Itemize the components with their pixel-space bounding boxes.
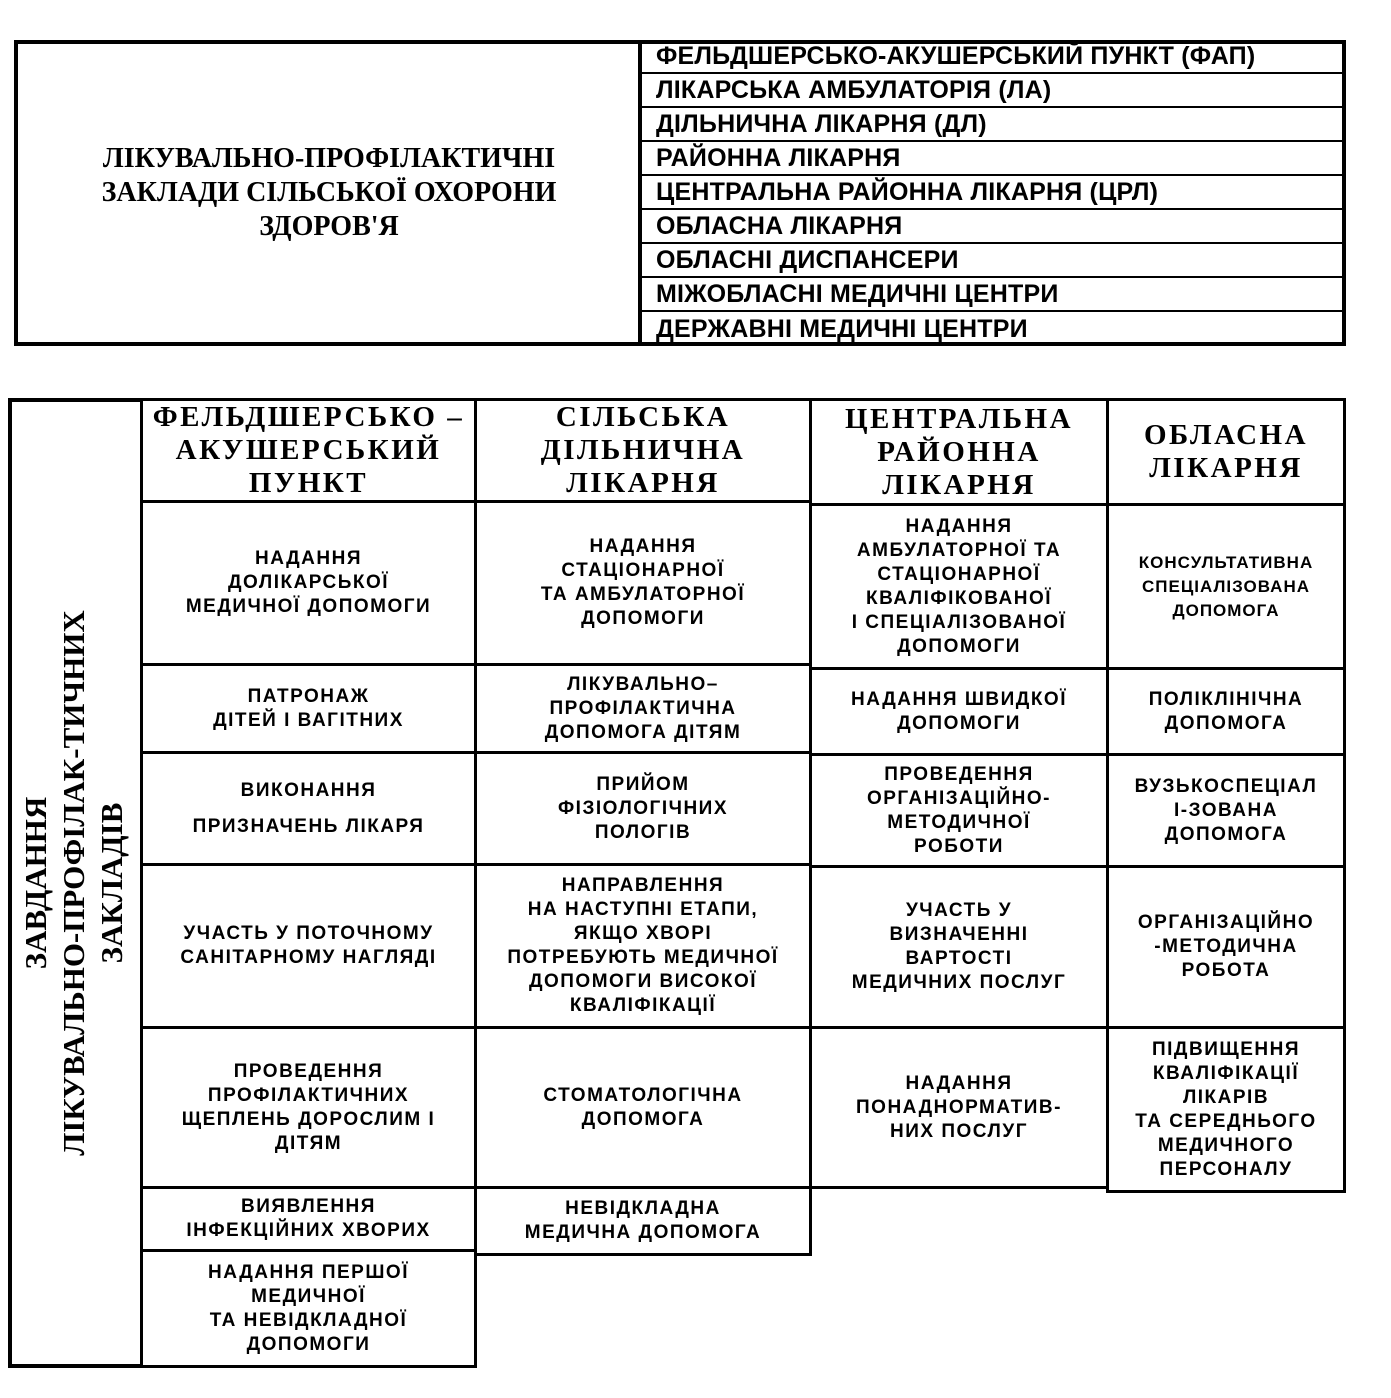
task-line: ПОНАДНОРМАТИВ- [856, 1096, 1062, 1118]
task-line: КВАЛІФІКАЦІЇ [1152, 1062, 1300, 1084]
task-cell [474, 1186, 812, 1256]
task-line: ДІТЯМ [274, 1132, 343, 1154]
task-line: ЛІКУВАЛЬНО– [567, 673, 719, 695]
task-line: ЩЕПЛЕНЬ ДОРОСЛИМ І [181, 1108, 436, 1130]
facility-item: МІЖОБЛАСНІ МЕДИЧНІ ЦЕНТРИ [642, 278, 1346, 312]
task-line: АМБУЛАТОРНОЇ ТА [856, 539, 1062, 561]
task-line: КВАЛІФІКАЦІЇ [569, 995, 717, 1016]
facility-item: ФЕЛЬДШЕРСЬКО-АКУШЕРСЬКИЙ ПУНКТ (ФАП) [642, 40, 1346, 74]
column-header-rural-hospital [474, 398, 812, 503]
column-header-fap [140, 398, 477, 503]
task-line: ДОПОМОГИ [581, 608, 705, 629]
side-label-line: ЛІКУВАЛЬНО-ПРОФІЛАК-ТИЧНИХ [56, 610, 91, 1156]
task-line: ТА НЕВІДКЛАДНОЇ [209, 1309, 408, 1331]
task-line: ПРОВЕДЕННЯ [233, 1060, 384, 1082]
task-cell [1106, 753, 1346, 868]
task-line: ДІТЕЙ І ВАГІТНИХ [213, 709, 404, 731]
task-cell [809, 1026, 1109, 1189]
task-line: ВУЗЬКОСПЕЦІАЛ [1134, 775, 1318, 797]
task-line: ПРИЙОМ [596, 773, 690, 795]
task-line: ТА АМБУЛАТОРНОЇ [540, 584, 746, 605]
task-line: КОНСУЛЬТАТИВНА [1138, 552, 1314, 572]
task-line: НАДАННЯ [905, 515, 1013, 537]
task-line: ДОПОМОГА [1172, 600, 1280, 620]
task-line: НИХ ПОСЛУГ [890, 1120, 1028, 1142]
task-cell [140, 863, 477, 1029]
task-line: ДОПОМОГИ [246, 1333, 371, 1355]
column-header-regional-hospital [1106, 398, 1346, 506]
task-cell [809, 753, 1109, 868]
task-cell [474, 1026, 812, 1189]
task-line: ПРОФІЛАКТИЧНА [549, 697, 737, 719]
task-line: ТА СЕРЕДНЬОГО [1135, 1110, 1317, 1132]
side-label-line: ЗАВДАННЯ [18, 796, 53, 970]
header-line: ЛІКАРНЯ [882, 468, 1036, 501]
task-line: ДОПОМОГИ [897, 712, 1021, 734]
task-line: МЕДИЧНОЇ ДОПОМОГИ [185, 596, 432, 617]
task-line: ПОЛОГІВ [594, 821, 692, 843]
side-label-line: ЗАКЛАДІВ [94, 802, 129, 964]
task-line: ПАТРОНАЖ [247, 685, 370, 707]
facility-item: ДЕРЖАВНІ МЕДИЧНІ ЦЕНТРИ [656, 314, 1028, 343]
task-line: КВАЛІФІКОВАНОЇ [865, 587, 1053, 609]
task-line: НАДАННЯ [905, 1072, 1013, 1094]
task-line: УЧАСТЬ У [905, 900, 1013, 921]
task-line: СТОМАТОЛОГІЧНА [543, 1084, 743, 1106]
task-cell [474, 663, 812, 754]
task-cell [474, 751, 812, 866]
task-line: ЯКЩО ХВОРІ [573, 923, 713, 944]
task-line: ВАРТОСТІ [905, 948, 1013, 969]
task-line: ІНФЕКЦІЙНИХ ХВОРИХ [186, 1220, 431, 1241]
task-line: СТАЦІОНАРНОЇ [561, 560, 725, 581]
task-line: МЕТОДИЧНОЇ [887, 811, 1031, 833]
facility-item: ДІЛЬНИЧНА ЛІКАРНЯ (ДЛ) [642, 108, 1346, 142]
task-line: СПЕЦІАЛІЗОВАНА [1141, 576, 1311, 596]
header-line: ЛІКАРНЯ [566, 467, 720, 499]
task-cell [1106, 1026, 1346, 1193]
task-line: ДОПОМОГА [581, 1108, 705, 1130]
task-cell [809, 503, 1109, 670]
task-line: ДОПОМОГА [1164, 712, 1288, 734]
task-cell [1106, 667, 1346, 756]
task-line: І-ЗОВАНА [1174, 799, 1278, 821]
task-line: РОБОТА [1181, 960, 1271, 981]
task-line: І СПЕЦІАЛІЗОВАНОЇ [851, 611, 1067, 633]
task-line: ДОПОМОГИ ВИСОКОЇ [528, 971, 758, 992]
task-line: МЕДИЧНА ДОПОМОГА [524, 1222, 762, 1243]
column-header-central-district-hospital [809, 398, 1109, 506]
task-line: ПРОВЕДЕННЯ [884, 763, 1034, 785]
task-line: МЕДИЧНОЇ [251, 1285, 366, 1307]
task-cell [809, 667, 1109, 756]
task-line: ОРГАНІЗАЦІЙНО [1137, 912, 1315, 933]
task-line: ДОПОМОГА [1164, 823, 1288, 845]
header-line: ЛІКАРНЯ [1149, 452, 1303, 484]
task-line: НА НАСТУПНІ ЕТАПИ, [527, 899, 759, 920]
facility-item: ОБЛАСНА ЛІКАРНЯ [642, 210, 1346, 244]
tasks-side-label [17, 483, 131, 1283]
task-line: НЕВІДКЛАДНА [565, 1198, 721, 1219]
task-line: НАПРАВЛЕННЯ [561, 875, 725, 896]
task-line: ДОЛІКАРСЬКОЇ [228, 572, 389, 593]
task-line: ПРИЗНАЧЕНЬ ЛІКАРЯ [192, 815, 425, 837]
task-line: СТАЦІОНАРНОЇ [877, 563, 1041, 585]
task-line: САНІТАРНОМУ НАГЛЯДІ [180, 947, 437, 968]
header-line: СІЛЬСЬКА [555, 401, 731, 433]
header-line: ДІЛЬНИЧНА [540, 434, 746, 466]
facility-item: ЛІКАРСЬКА АМБУЛАТОРІЯ (ЛА) [642, 74, 1346, 108]
task-line: ДОПОМОГИ [897, 635, 1021, 657]
task-cell [140, 500, 477, 666]
header-line: ОБЛАСНА [1143, 419, 1309, 451]
facilities-title-line: ЗДОРОВ'Я [259, 211, 399, 242]
header-line: ЦЕНТРАЛЬНА [844, 402, 1074, 435]
task-line: УЧАСТЬ У ПОТОЧНОМУ [183, 923, 434, 944]
facility-item: ОБЛАСНІ ДИСПАНСЕРИ [642, 244, 1346, 278]
task-line: ПЕРСОНАЛУ [1159, 1158, 1293, 1180]
task-line: ДОПОМОГА ДІТЯМ [544, 721, 742, 743]
header-line: ФЕЛЬДШЕРСЬКО – [152, 401, 465, 433]
task-cell [809, 865, 1109, 1029]
task-cell [140, 663, 477, 754]
task-line: РОБОТИ [914, 835, 1004, 857]
task-cell [1106, 865, 1346, 1029]
facility-item: РАЙОННА ЛІКАРНЯ [642, 142, 1346, 176]
task-line: ПІДВИЩЕННЯ [1152, 1038, 1300, 1060]
facilities-title-line: ЛІКУВАЛЬНО-ПРОФІЛАКТИЧНІ [102, 143, 556, 174]
task-cell [140, 1249, 477, 1368]
task-cell [474, 500, 812, 666]
task-line: НАДАННЯ ШВИДКОЇ [851, 688, 1067, 710]
task-line: НАДАННЯ [589, 536, 697, 557]
task-cell [474, 863, 812, 1029]
task-line: -МЕТОДИЧНА [1154, 936, 1298, 957]
facilities-title [20, 40, 638, 346]
header-line: АКУШЕРСЬКИЙ [175, 434, 442, 466]
task-line: ПРОФІЛАКТИЧНИХ [207, 1084, 410, 1106]
task-line: НАДАННЯ [254, 548, 362, 569]
task-line: НАДАННЯ ПЕРШОЇ [208, 1261, 409, 1283]
task-line: ФІЗІОЛОГІЧНИХ [557, 797, 729, 819]
task-line: ПОТРЕБУЮТЬ МЕДИЧНОЇ [507, 947, 779, 968]
header-line: РАЙОННА [877, 435, 1041, 468]
task-line: ЛІКАРІВ [1182, 1086, 1270, 1108]
facilities-title-line: ЗАКЛАДИ СІЛЬСЬКОЇ ОХОРОНИ [101, 177, 557, 208]
task-line: МЕДИЧНОГО [1157, 1134, 1295, 1156]
task-line: ВИЗНАЧЕННІ [889, 924, 1029, 945]
facilities-list [638, 40, 1346, 346]
facility-item: ЦЕНТРАЛЬНА РАЙОННА ЛІКАРНЯ (ЦРЛ) [642, 176, 1346, 210]
task-cell [140, 1026, 477, 1189]
task-line: ПОЛІКЛІНІЧНА [1148, 688, 1304, 710]
header-line: ПУНКТ [248, 467, 369, 499]
task-cell [140, 1186, 477, 1252]
task-line: МЕДИЧНИХ ПОСЛУГ [851, 972, 1067, 993]
task-line: ВИКОНАННЯ [240, 779, 377, 801]
task-cell [1106, 503, 1346, 670]
task-line: ВИЯВЛЕННЯ [241, 1196, 376, 1217]
task-cell [140, 751, 477, 866]
task-line: ОРГАНІЗАЦІЙНО- [866, 787, 1051, 809]
